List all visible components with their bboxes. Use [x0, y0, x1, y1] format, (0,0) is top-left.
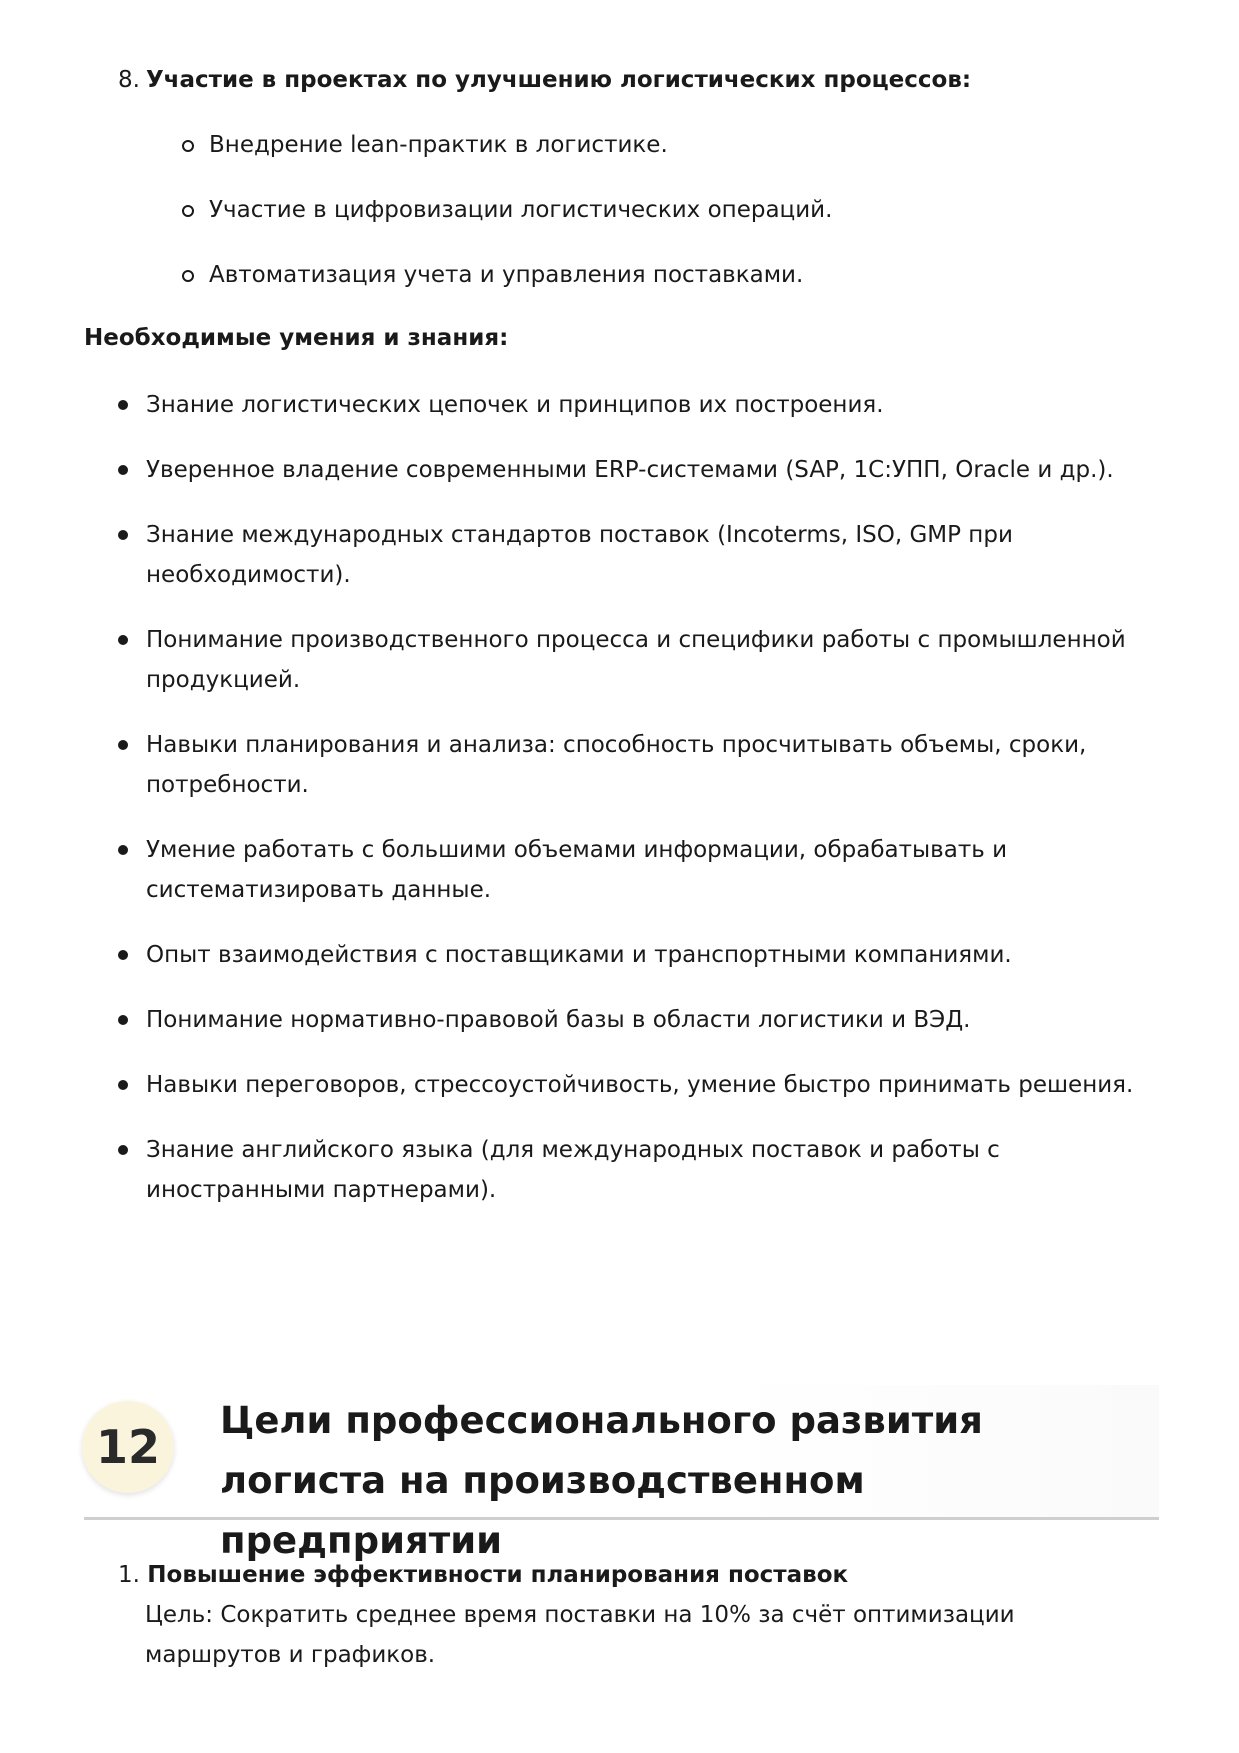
bullet-icon: [118, 845, 128, 855]
section-header: [84, 1385, 1159, 1562]
list-item: [118, 725, 1148, 805]
circle-bullet-icon: [182, 270, 194, 282]
list-item: [118, 1000, 1148, 1040]
section-number-badge: 12: [82, 1401, 174, 1493]
list-item: [118, 1130, 1148, 1210]
sub-list-item: [182, 190, 832, 230]
sub-list-item-text: Участие в цифровизации логистических операций.: [209, 197, 833, 223]
sub-list-item: [182, 255, 832, 295]
bullet-icon: [118, 400, 128, 410]
bullet-icon: [118, 950, 128, 960]
bullet-icon: [118, 530, 128, 540]
bullet-icon: [118, 1015, 128, 1025]
list-item-number: 8.: [118, 67, 140, 93]
goal-number: 1.: [118, 1562, 140, 1588]
bullet-icon: [118, 1080, 128, 1090]
skills-heading: Необходимые умения и знания:: [84, 325, 509, 351]
list-item-text: Навыки переговоров, стрессоустойчивость, умение быстро принимать решения.: [146, 1072, 1134, 1098]
numbered-list-item: [118, 60, 971, 100]
list-item-title: Участие в проектах по улучшению логистических процессов:: [145, 67, 972, 93]
list-item: [118, 830, 1148, 910]
section-title: Цели профессионального развития логиста на производственном предприятии: [220, 1399, 983, 1562]
bullet-icon: [118, 635, 128, 645]
circle-bullet-icon: [182, 140, 194, 152]
sub-list-item-text: Автоматизация учета и управления поставками.: [209, 262, 804, 288]
list-item-text: Понимание нормативно-правовой базы в области логистики и ВЭД.: [146, 1007, 971, 1033]
skills-list: [118, 385, 1148, 1235]
list-item-text: Опыт взаимодействия с поставщиками и транспортными компаниями.: [146, 942, 1012, 968]
sub-list: [182, 125, 832, 320]
bullet-icon: [118, 1145, 128, 1155]
list-item: [118, 385, 1148, 425]
list-item: [118, 620, 1148, 700]
list-item-text: Понимание производственного процесса и специфики работы с промышленной продукцией.: [146, 627, 1126, 693]
circle-bullet-icon: [182, 205, 194, 217]
list-item-text: Знание международных стандартов поставок (Incoterms, ISO, GMP при необходимости).: [146, 522, 1013, 588]
sub-list-item-text: Внедрение lean-практик в логистике.: [209, 132, 668, 158]
list-item: [118, 450, 1148, 490]
list-item: [118, 515, 1148, 595]
list-item-text: Навыки планирования и анализа: способность просчитывать объемы, сроки, потребности.: [146, 732, 1087, 798]
bullet-icon: [118, 465, 128, 475]
goal-body: Цель: Сократить среднее время поставки на 10% за счёт оптимизации маршрутов и графиков.: [145, 1602, 1015, 1668]
goal-item: [118, 1555, 1148, 1675]
list-item-text: Умение работать с большими объемами информации, обрабатывать и систематизировать данные.: [146, 837, 1008, 903]
bullet-icon: [118, 740, 128, 750]
sub-list-item: [182, 125, 832, 165]
list-item-text: Знание логистических цепочек и принципов их построения.: [146, 392, 884, 418]
goal-title: Повышение эффективности планирования поставок: [147, 1562, 849, 1588]
list-item: [118, 935, 1148, 975]
list-item-text: Уверенное владение современными ERP-системами (SAP, 1С:УПП, Oracle и др.).: [146, 457, 1114, 483]
list-item-text: Знание английского языка (для международных поставок и работы с иностранными партнерами).: [146, 1137, 1000, 1203]
list-item: [118, 1065, 1148, 1105]
